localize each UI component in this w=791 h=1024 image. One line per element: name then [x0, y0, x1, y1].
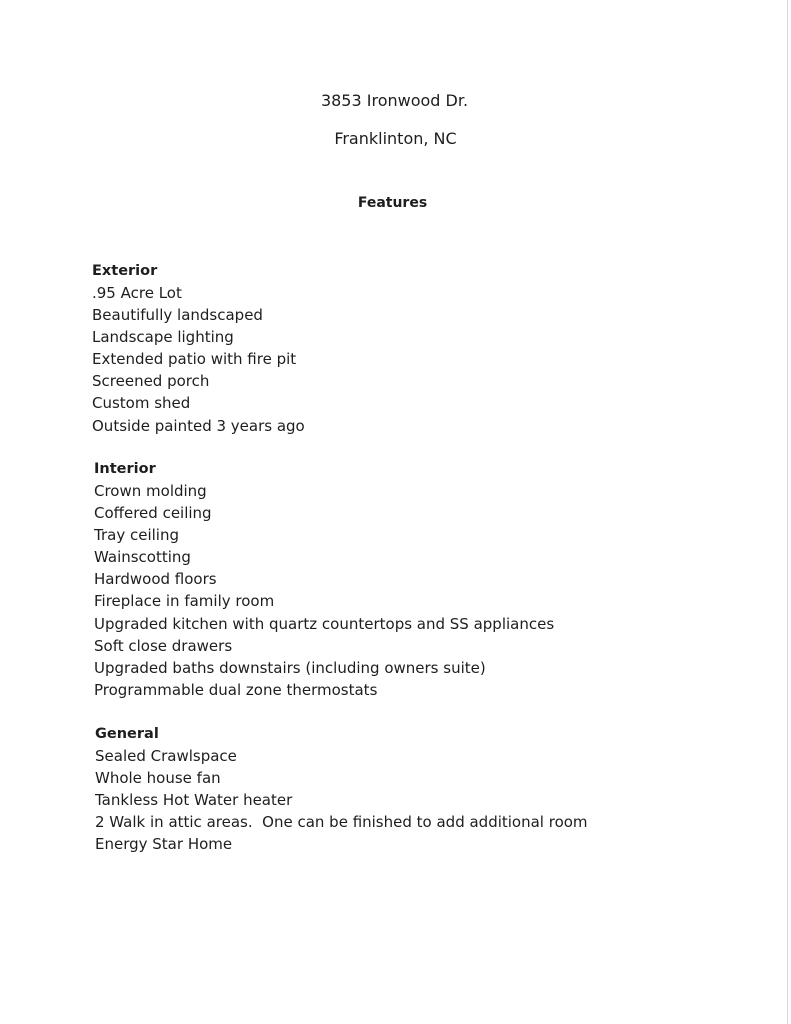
general-section [95, 723, 755, 855]
property-city: Franklinton, NC [334, 129, 457, 148]
interior-section [94, 458, 754, 701]
features-title: Features [357, 195, 428, 211]
interior-item: Tray ceiling [94, 526, 179, 545]
interior-item: Programmable dual zone thermostats [94, 680, 378, 699]
interior-item: Hardwood floors [94, 570, 217, 589]
scan-edge-line [787, 0, 788, 1024]
interior-item: Wainscotting [94, 548, 191, 567]
general-item: Energy Star Home [95, 835, 233, 854]
general-item: Sealed Crawlspace [95, 747, 237, 765]
interior-item: Upgraded baths downstairs (including owners suite) [94, 658, 486, 677]
interior-item: Fireplace in family room [94, 592, 275, 611]
general-item: 2 Walk in attic areas. One can be finished to add additional room [95, 813, 588, 832]
exterior-item: Outside painted 3 years ago [92, 416, 305, 435]
general-item: Whole house fan [95, 769, 221, 788]
interior-item: Upgraded kitchen with quartz countertops and SS appliances [94, 614, 555, 633]
exterior-item: Screened porch [92, 372, 210, 391]
exterior-item: Extended patio with fire pit [92, 350, 297, 369]
exterior-item: Landscape lighting [92, 328, 234, 347]
property-address: 3853 Ironwood Dr. [320, 91, 469, 110]
interior-item: Crown molding [94, 482, 207, 500]
exterior-item: .95 Acre Lot [92, 284, 182, 302]
interior-item: Soft close drawers [94, 636, 233, 655]
general-heading: General [95, 726, 159, 742]
interior-item: Coffered ceiling [94, 504, 212, 523]
interior-heading: Interior [94, 461, 156, 477]
exterior-section [92, 260, 752, 437]
exterior-item: Custom shed [92, 394, 191, 413]
exterior-heading: Exterior [92, 263, 158, 279]
exterior-item: Beautifully landscaped [92, 306, 263, 325]
general-item: Tankless Hot Water heater [95, 791, 293, 810]
